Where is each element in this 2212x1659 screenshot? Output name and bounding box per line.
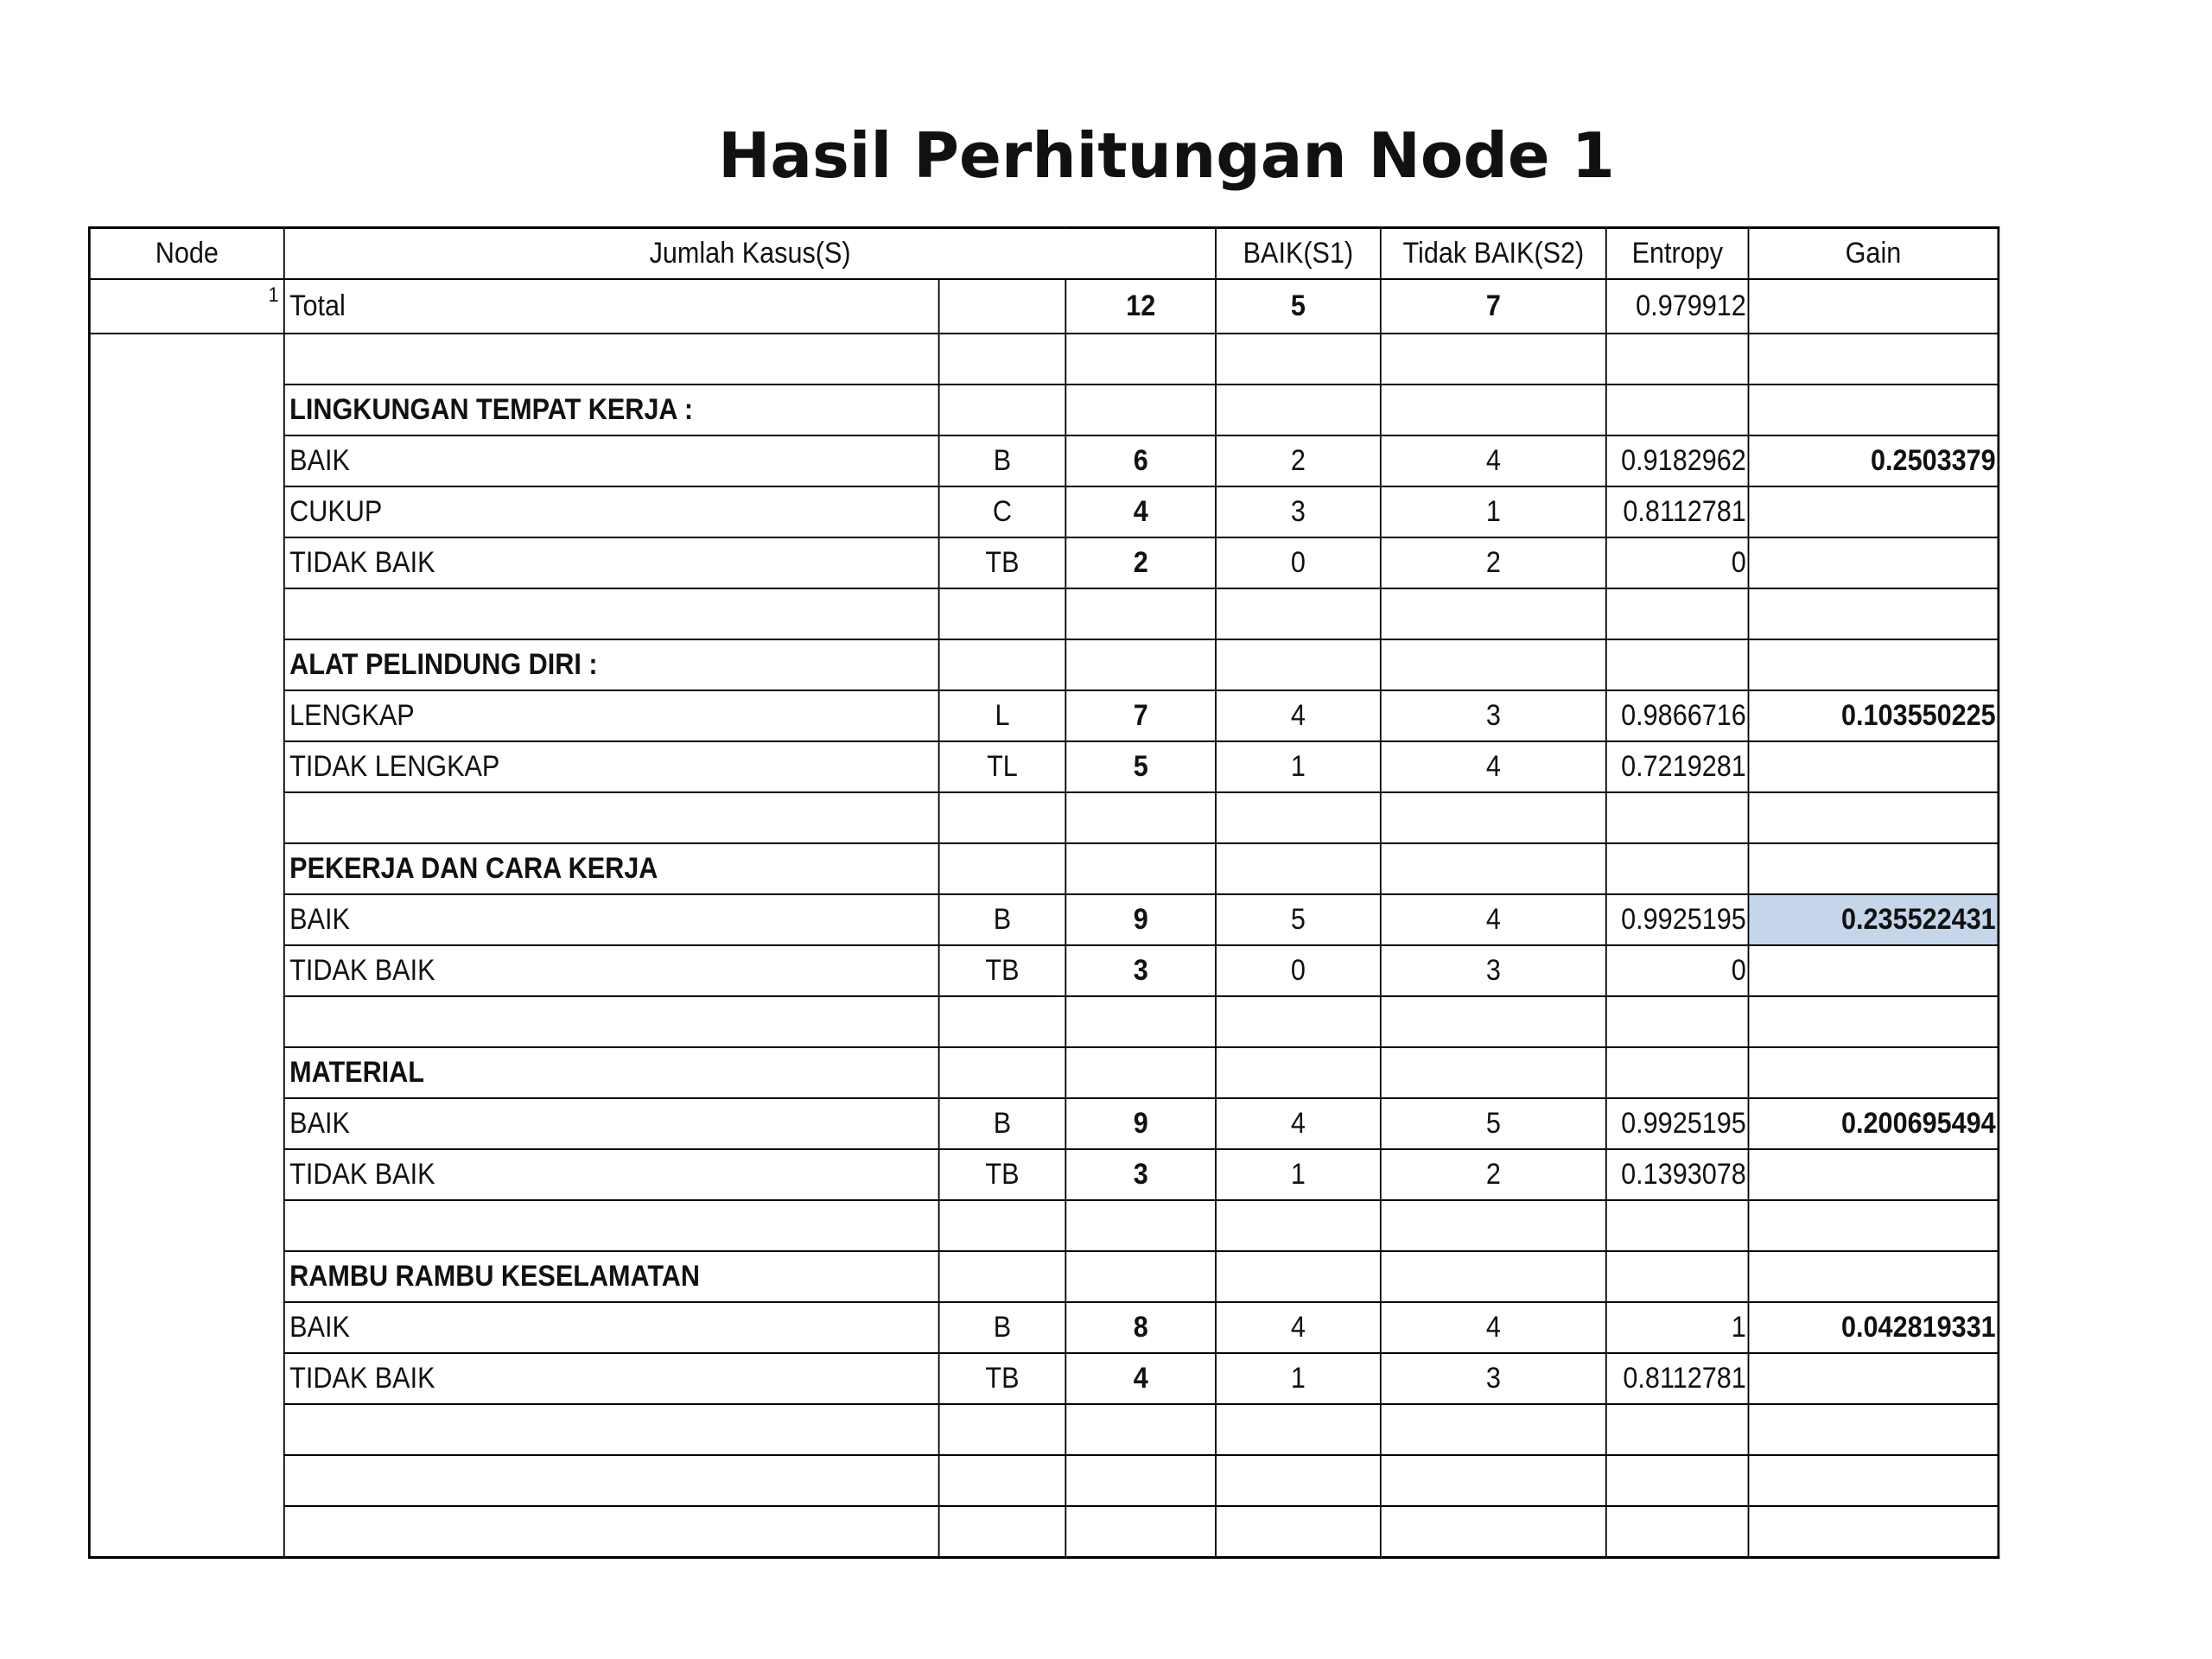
jumlah-kasus-value: 7 <box>1065 690 1216 741</box>
jumlah-kasus-value: 2 <box>1065 537 1216 588</box>
blank-row <box>89 1200 1998 1251</box>
attribute-code: L <box>939 690 1066 741</box>
s2-cell <box>1381 843 1607 894</box>
label-cell <box>284 1455 939 1506</box>
header-entropy: Entropy <box>1606 228 1748 280</box>
s-cell <box>1065 1047 1216 1098</box>
baik-count: 1 <box>1216 1353 1380 1404</box>
baik-count: 3 <box>1216 486 1380 537</box>
gain-cell <box>1749 588 1999 639</box>
code-cell <box>939 1506 1066 1558</box>
blank-row <box>89 996 1998 1047</box>
attribute-code: TB <box>939 1149 1066 1200</box>
section-label: PEKERJA DAN CARA KERJA <box>284 843 939 894</box>
s1-cell <box>1216 1200 1380 1251</box>
s1-cell <box>1216 792 1380 843</box>
entropy-cell <box>1606 639 1748 690</box>
gain-value: 0.2503379 <box>1749 435 1999 486</box>
s-cell <box>1065 1404 1216 1455</box>
table-row <box>89 486 1998 537</box>
code-cell <box>939 996 1066 1047</box>
label-cell <box>284 1506 939 1558</box>
tidak-baik-count: 3 <box>1381 1353 1607 1404</box>
gain-cell <box>1749 385 1999 435</box>
s-cell <box>1065 843 1216 894</box>
gain-cell <box>1749 334 1999 385</box>
attribute-code: B <box>939 1302 1066 1353</box>
section-label: MATERIAL <box>284 1047 939 1098</box>
s1-cell <box>1216 1251 1380 1302</box>
gain-cell <box>1749 1455 1999 1506</box>
jumlah-kasus-value: 4 <box>1065 486 1216 537</box>
gain-value: 0.200695494 <box>1749 1098 1999 1149</box>
s2-cell <box>1381 334 1607 385</box>
attribute-code: TB <box>939 1353 1066 1404</box>
entropy-cell <box>1606 385 1748 435</box>
tidak-baik-count: 5 <box>1381 1098 1607 1149</box>
total-gain <box>1749 279 1999 334</box>
baik-count: 1 <box>1216 1149 1380 1200</box>
code-cell <box>939 843 1066 894</box>
entropy-cell <box>1606 843 1748 894</box>
table-row <box>89 1353 1998 1404</box>
s1-cell <box>1216 385 1380 435</box>
table-row <box>89 945 1998 996</box>
table-row <box>89 537 1998 588</box>
code-cell <box>939 792 1066 843</box>
s-cell <box>1065 1200 1216 1251</box>
entropy-value: 0.8112781 <box>1606 1353 1748 1404</box>
node-column-empty <box>89 334 284 1558</box>
label-cell <box>284 996 939 1047</box>
blank-row <box>89 334 1998 385</box>
label-cell <box>284 588 939 639</box>
table-row <box>89 894 1998 945</box>
gain-cell <box>1749 996 1999 1047</box>
header-row <box>89 228 1998 280</box>
gain-value <box>1749 1149 1999 1200</box>
tidak-baik-count: 4 <box>1381 1302 1607 1353</box>
total-entropy: 0.979912 <box>1606 279 1748 334</box>
s2-cell <box>1381 385 1607 435</box>
code-cell <box>939 639 1066 690</box>
s-cell <box>1065 792 1216 843</box>
jumlah-kasus-value: 6 <box>1065 435 1216 486</box>
s1-cell <box>1216 334 1380 385</box>
attribute-code: B <box>939 894 1066 945</box>
gain-value-selected: 0.235522431 <box>1749 894 1999 945</box>
jumlah-kasus-value: 4 <box>1065 1353 1216 1404</box>
s1-cell <box>1216 996 1380 1047</box>
entropy-cell <box>1606 1506 1748 1558</box>
baik-count: 4 <box>1216 1302 1380 1353</box>
attribute-value-label: BAIK <box>284 1098 939 1149</box>
total-s: 12 <box>1065 279 1216 334</box>
s2-cell <box>1381 1047 1607 1098</box>
tidak-baik-count: 3 <box>1381 690 1607 741</box>
s2-cell <box>1381 1251 1607 1302</box>
header-baik: BAIK(S1) <box>1216 228 1380 280</box>
entropy-cell <box>1606 1047 1748 1098</box>
section-header-row <box>89 843 1998 894</box>
s-cell <box>1065 334 1216 385</box>
jumlah-kasus-value: 3 <box>1065 1149 1216 1200</box>
node-number: 1 <box>89 279 284 334</box>
attribute-value-label: BAIK <box>284 1302 939 1353</box>
entropy-cell <box>1606 334 1748 385</box>
baik-count: 5 <box>1216 894 1380 945</box>
entropy-cell <box>1606 1251 1748 1302</box>
code-cell <box>939 385 1066 435</box>
code-cell <box>939 1251 1066 1302</box>
gain-value <box>1749 1353 1999 1404</box>
tidak-baik-count: 3 <box>1381 945 1607 996</box>
blank-row <box>89 1455 1998 1506</box>
gain-value <box>1749 486 1999 537</box>
gain-cell <box>1749 1404 1999 1455</box>
entropy-cell <box>1606 588 1748 639</box>
jumlah-kasus-value: 8 <box>1065 1302 1216 1353</box>
attribute-value-label: TIDAK BAIK <box>284 1149 939 1200</box>
attribute-code: TL <box>939 741 1066 792</box>
jumlah-kasus-value: 9 <box>1065 1098 1216 1149</box>
s2-cell <box>1381 639 1607 690</box>
s-cell <box>1065 996 1216 1047</box>
s2-cell <box>1381 1200 1607 1251</box>
s2-cell <box>1381 1455 1607 1506</box>
attribute-code: TB <box>939 945 1066 996</box>
s1-cell <box>1216 1506 1380 1558</box>
header-gain: Gain <box>1749 228 1999 280</box>
s2-cell <box>1381 1506 1607 1558</box>
attribute-code: B <box>939 435 1066 486</box>
attribute-value-label: TIDAK BAIK <box>284 537 939 588</box>
attribute-code: C <box>939 486 1066 537</box>
attribute-value-label: LENGKAP <box>284 690 939 741</box>
s-cell <box>1065 588 1216 639</box>
baik-count: 4 <box>1216 690 1380 741</box>
gain-cell <box>1749 639 1999 690</box>
s-cell <box>1065 385 1216 435</box>
tidak-baik-count: 4 <box>1381 741 1607 792</box>
attribute-value-label: CUKUP <box>284 486 939 537</box>
attribute-value-label: TIDAK LENGKAP <box>284 741 939 792</box>
s-cell <box>1065 1506 1216 1558</box>
gain-value <box>1749 945 1999 996</box>
section-label: LINGKUNGAN TEMPAT KERJA : <box>284 385 939 435</box>
tidak-baik-count: 4 <box>1381 435 1607 486</box>
entropy-value: 1 <box>1606 1302 1748 1353</box>
table-row <box>89 1149 1998 1200</box>
gain-cell <box>1749 1251 1999 1302</box>
attribute-value-label: TIDAK BAIK <box>284 1353 939 1404</box>
s-cell <box>1065 1455 1216 1506</box>
tidak-baik-count: 1 <box>1381 486 1607 537</box>
code-cell <box>939 1047 1066 1098</box>
attribute-code: TB <box>939 537 1066 588</box>
total-label: Total <box>284 279 939 334</box>
gain-cell <box>1749 1200 1999 1251</box>
code-cell <box>939 1404 1066 1455</box>
section-header-row <box>89 639 1998 690</box>
section-header-row <box>89 1251 1998 1302</box>
gain-cell <box>1749 1047 1999 1098</box>
gain-cell <box>1749 1506 1999 1558</box>
entropy-cell <box>1606 792 1748 843</box>
jumlah-kasus-value: 3 <box>1065 945 1216 996</box>
entropy-value: 0 <box>1606 537 1748 588</box>
entropy-value: 0.7219281 <box>1606 741 1748 792</box>
baik-count: 0 <box>1216 537 1380 588</box>
s1-cell <box>1216 1455 1380 1506</box>
entropy-value: 0.1393078 <box>1606 1149 1748 1200</box>
section-header-row <box>89 1047 1998 1098</box>
baik-count: 1 <box>1216 741 1380 792</box>
total-code <box>939 279 1066 334</box>
baik-count: 0 <box>1216 945 1380 996</box>
table-row <box>89 690 1998 741</box>
table-row <box>89 1098 1998 1149</box>
gain-value: 0.042819331 <box>1749 1302 1999 1353</box>
label-cell <box>284 792 939 843</box>
entropy-cell <box>1606 996 1748 1047</box>
baik-count: 4 <box>1216 1098 1380 1149</box>
blank-row <box>89 792 1998 843</box>
attribute-value-label: BAIK <box>284 894 939 945</box>
header-jumlah-kasus: Jumlah Kasus(S) <box>284 228 1216 280</box>
header-tidak-baik: Tidak BAIK(S2) <box>1381 228 1607 280</box>
entropy-value: 0.9925195 <box>1606 1098 1748 1149</box>
tidak-baik-count: 4 <box>1381 894 1607 945</box>
jumlah-kasus-value: 5 <box>1065 741 1216 792</box>
table-row <box>89 1302 1998 1353</box>
code-cell <box>939 1200 1066 1251</box>
node-calculation-table <box>88 226 1999 1559</box>
code-cell <box>939 1455 1066 1506</box>
s1-cell <box>1216 1047 1380 1098</box>
blank-row <box>89 588 1998 639</box>
section-label: RAMBU RAMBU KESELAMATAN <box>284 1251 939 1302</box>
jumlah-kasus-value: 9 <box>1065 894 1216 945</box>
s1-cell <box>1216 588 1380 639</box>
entropy-value: 0.9866716 <box>1606 690 1748 741</box>
gain-value <box>1749 537 1999 588</box>
total-row <box>89 279 1998 334</box>
table-row <box>89 435 1998 486</box>
entropy-value: 0.9925195 <box>1606 894 1748 945</box>
entropy-cell <box>1606 1200 1748 1251</box>
label-cell <box>284 1200 939 1251</box>
page-title: Hasil Perhitungan Node 1 <box>718 119 1615 192</box>
s2-cell <box>1381 792 1607 843</box>
section-header-row <box>89 385 1998 435</box>
code-cell <box>939 588 1066 639</box>
section-label: ALAT PELINDUNG DIRI : <box>284 639 939 690</box>
gain-value: 0.103550225 <box>1749 690 1999 741</box>
blank-row <box>89 1506 1998 1558</box>
gain-cell <box>1749 792 1999 843</box>
label-cell <box>284 1404 939 1455</box>
s2-cell <box>1381 996 1607 1047</box>
s1-cell <box>1216 639 1380 690</box>
baik-count: 2 <box>1216 435 1380 486</box>
entropy-value: 0 <box>1606 945 1748 996</box>
table-row <box>89 741 1998 792</box>
s-cell <box>1065 1251 1216 1302</box>
attribute-value-label: BAIK <box>284 435 939 486</box>
total-s2: 7 <box>1381 279 1607 334</box>
entropy-cell <box>1606 1455 1748 1506</box>
entropy-value: 0.8112781 <box>1606 486 1748 537</box>
attribute-value-label: TIDAK BAIK <box>284 945 939 996</box>
label-cell <box>284 334 939 385</box>
tidak-baik-count: 2 <box>1381 1149 1607 1200</box>
total-s1: 5 <box>1216 279 1380 334</box>
tidak-baik-count: 2 <box>1381 537 1607 588</box>
entropy-value: 0.9182962 <box>1606 435 1748 486</box>
s1-cell <box>1216 843 1380 894</box>
blank-row <box>89 1404 1998 1455</box>
gain-cell <box>1749 843 1999 894</box>
s2-cell <box>1381 1404 1607 1455</box>
s-cell <box>1065 639 1216 690</box>
gain-value <box>1749 741 1999 792</box>
s2-cell <box>1381 588 1607 639</box>
header-node: Node <box>89 228 284 280</box>
attribute-code: B <box>939 1098 1066 1149</box>
entropy-cell <box>1606 1404 1748 1455</box>
s1-cell <box>1216 1404 1380 1455</box>
code-cell <box>939 334 1066 385</box>
